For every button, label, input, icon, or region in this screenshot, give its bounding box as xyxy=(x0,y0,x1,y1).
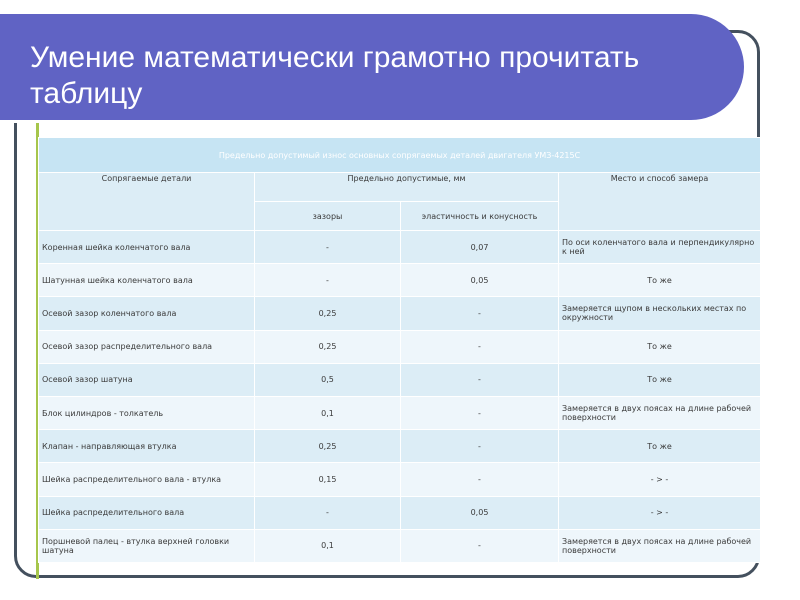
slide-title: Умение математически грамотно прочитать таблицу xyxy=(30,41,640,110)
place-cell: Замеряется в двух поясах на длине рабочей поверхности xyxy=(559,396,761,429)
place-cell: Замеряется в двух поясах на длине рабочей поверхности xyxy=(559,529,761,562)
part-cell: Осевой зазор шатуна xyxy=(39,363,255,396)
wear-table xyxy=(38,137,761,563)
place-cell: По оси коленчатого вала и перпендикулярно к ней xyxy=(559,231,761,264)
gap-cell: - xyxy=(255,496,401,529)
table-caption: Предельно допустимый износ основных сопрягаемых деталей двигателя УМЗ-4215С xyxy=(39,138,761,173)
gap-cell: 0,1 xyxy=(255,396,401,429)
header-ellipse: эластичность и конусность xyxy=(401,202,559,231)
ellipse-cell: - xyxy=(401,297,559,330)
part-cell: Коренная шейка коленчатого вала xyxy=(39,231,255,264)
part-cell: Осевой зазор коленчатого вала xyxy=(39,297,255,330)
title-bar xyxy=(0,14,744,120)
header-limits: Предельно допустимые, мм xyxy=(255,173,559,202)
place-cell: То же xyxy=(559,430,761,463)
table-row xyxy=(39,330,761,363)
table-row xyxy=(39,363,761,396)
part-cell: Клапан - направляющая втулка xyxy=(39,430,255,463)
part-cell: Шейка распределительного вала - втулка xyxy=(39,463,255,496)
ellipse-cell: - xyxy=(401,396,559,429)
header-place: Место и способ замера xyxy=(559,173,761,231)
gap-cell: 0,25 xyxy=(255,297,401,330)
gap-cell: 0,15 xyxy=(255,463,401,496)
gap-cell: 0,5 xyxy=(255,363,401,396)
ellipse-cell: 0,05 xyxy=(401,496,559,529)
part-cell: Шатунная шейка коленчатого вала xyxy=(39,264,255,297)
table-row xyxy=(39,463,761,496)
part-cell: Осевой зазор распределительного вала xyxy=(39,330,255,363)
table-row xyxy=(39,496,761,529)
table-row xyxy=(39,297,761,330)
ellipse-cell: - xyxy=(401,463,559,496)
table-row xyxy=(39,430,761,463)
header-parts: Сопрягаемые детали xyxy=(39,173,255,231)
ellipse-cell: - xyxy=(401,363,559,396)
ellipse-cell: - xyxy=(401,430,559,463)
part-cell: Блок цилиндров - толкатель xyxy=(39,396,255,429)
gap-cell: - xyxy=(255,231,401,264)
place-cell: То же xyxy=(559,363,761,396)
place-cell: - > - xyxy=(559,463,761,496)
part-cell: Шейка распределительного вала xyxy=(39,496,255,529)
ellipse-cell: - xyxy=(401,330,559,363)
place-cell: - > - xyxy=(559,496,761,529)
gap-cell: 0,25 xyxy=(255,430,401,463)
table-row xyxy=(39,264,761,297)
gap-cell: 0,1 xyxy=(255,529,401,562)
part-cell: Поршневой палец - втулка верхней головки шатуна xyxy=(39,529,255,562)
gap-cell: - xyxy=(255,264,401,297)
ellipse-cell: - xyxy=(401,529,559,562)
header-gaps: зазоры xyxy=(255,202,401,231)
place-cell: То же xyxy=(559,330,761,363)
table-row xyxy=(39,231,761,264)
ellipse-cell: 0,07 xyxy=(401,231,559,264)
ellipse-cell: 0,05 xyxy=(401,264,559,297)
place-cell: То же xyxy=(559,264,761,297)
gap-cell: 0,25 xyxy=(255,330,401,363)
table-row xyxy=(39,396,761,429)
title-underline xyxy=(0,120,706,123)
table-row xyxy=(39,529,761,562)
place-cell: Замеряется щупом в нескольких местах по окружности xyxy=(559,297,761,330)
